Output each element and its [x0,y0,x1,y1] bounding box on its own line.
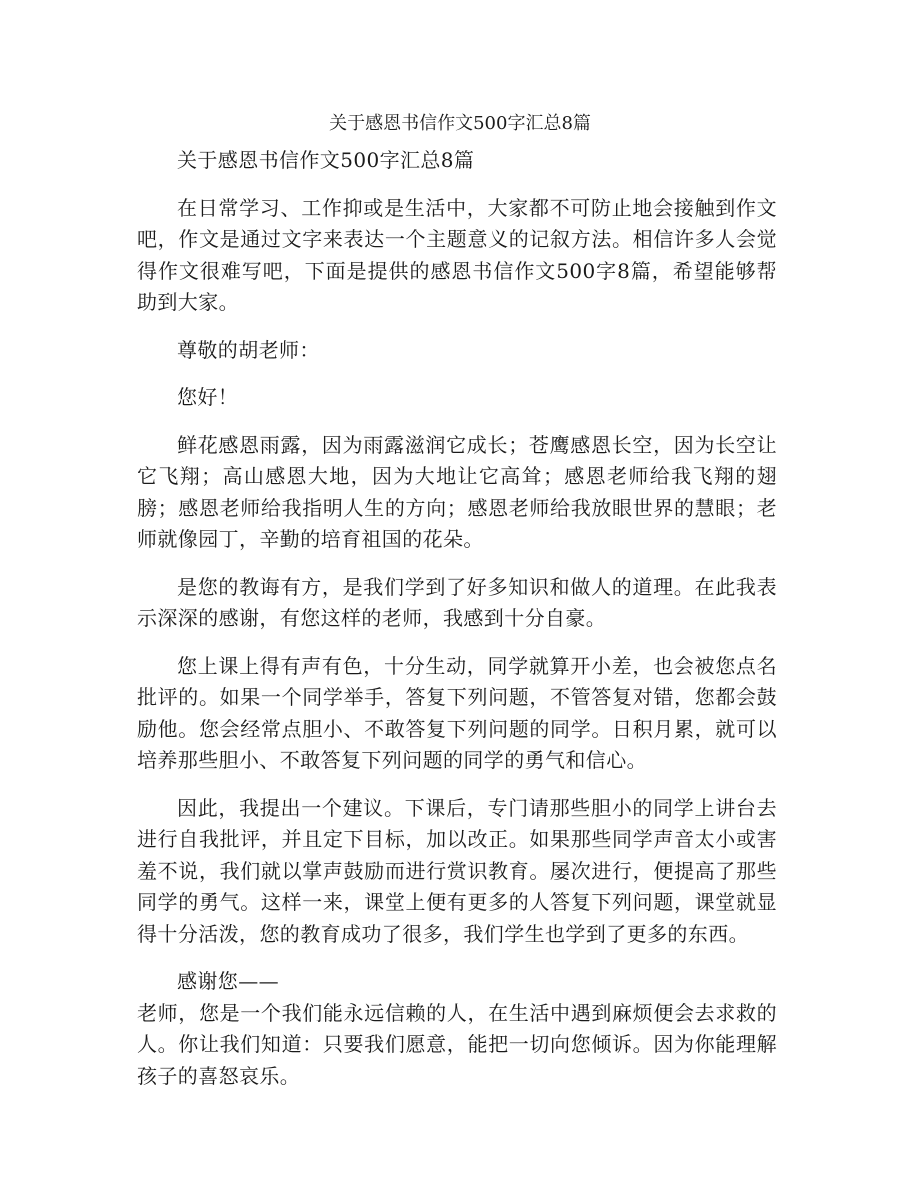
document-body [137,145,777,1108]
paragraph-body-3: 您上课上得有声有色，十分生动，同学就算开小差，也会被您点名批评的。如果一个同学举手，答复下列问题，不管答复对错，您都会鼓励他。您会经常点胆小、不敢答复下列问题的同学。日积月累，就可以培养那些胆小、不敢答复下列问题的同学的勇气和信心。 [137,653,777,772]
paragraph-greeting: 您好！ [177,385,239,409]
paragraph-closing: 老师，您是一个我们能永远信赖的人，在生活中遇到麻烦便会去求救的人。你让我们知道：只要我们愿意，能把一切向您倾诉。因为你能理解孩子的喜怒哀乐。 [137,1000,777,1088]
document-title: 关于感恩书信作文500字汇总8篇 [329,113,591,134]
paragraph-body-4: 因此，我提出一个建议。下课后，专门请那些胆小的同学上讲台去进行自我批评，并且定下目标，加以改正。如果那些同学声音太小或害羞不说，我们就以掌声鼓励而进行赏识教育。屡次进行，便提高了那些同学的勇气。这样一来，课堂上便有更多的人答复下列问题，课堂就显得十分活泼，您的教育成功了很多，我们学生也学到了更多的东西。 [137,795,777,946]
paragraph-body-1: 鲜花感恩雨露，因为雨露滋润它成长；苍鹰感恩长空，因为长空让它飞翔；高山感恩大地，因为大地让它高耸；感恩老师给我飞翔的翅膀；感恩老师给我指明人生的方向；感恩老师给我放眼世界的慧眼；老师就像园丁，辛勤的培育祖国的花朵。 [137,432,777,551]
paragraph-thanks: 感谢您—— [177,969,279,993]
paragraph-body-2: 是您的教诲有方，是我们学到了好多知识和做人的道理。在此我表示深深的感谢，有您这样的老师，我感到十分自豪。 [137,574,777,630]
paragraph-heading: 关于感恩书信作文500字汇总8篇 [177,148,475,172]
paragraph-intro: 在日常学习、工作抑或是生活中，大家都不可防止地会接触到作文吧，作文是通过文字来表达一个主题意义的记叙方法。相信许多人会觉得作文很难写吧，下面是提供的感恩书信作文500字8篇，希望能够帮助到大家。 [137,195,777,314]
paragraph-salutation: 尊敬的胡老师： [177,337,320,362]
